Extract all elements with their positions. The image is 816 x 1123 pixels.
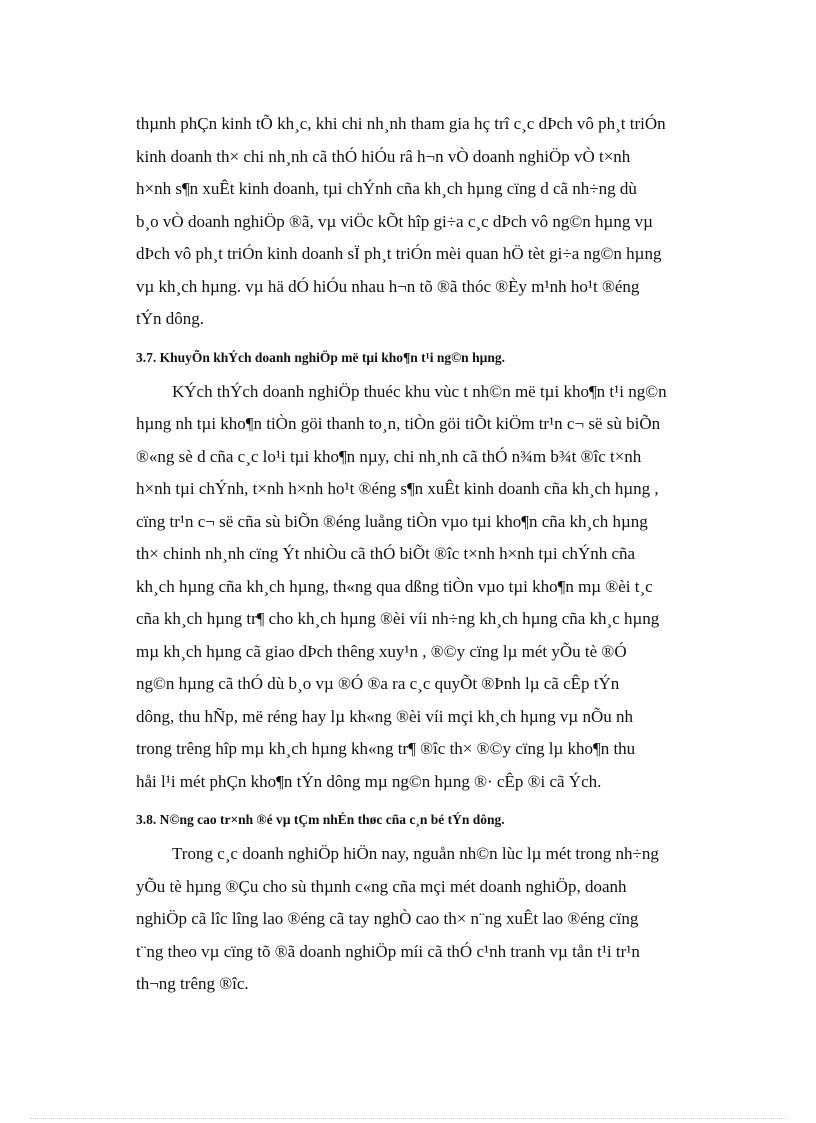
page-bottom-rule — [30, 1118, 786, 1119]
text-line: th¬ng trêng ®îc. — [136, 974, 249, 993]
text-line: b¸o vÒ doanh nghiÖp ®ã, vµ viÖc kÕt hîp gi÷a c¸c dÞch vô ng©n hµng vµ — [136, 211, 653, 231]
text-line: KÝch thÝch doanh nghiÖp thuéc khu vùc t nh©n më tµi kho¶n t¹i ng©n — [172, 381, 667, 401]
text-line: thµnh phÇn kinh tÕ kh¸c, khi chi nh¸nh tham gia hç trî c¸c dÞch vô ph¸t triÓn — [136, 114, 666, 133]
text-line: nghiÖp cã lîc lîng lao ®éng cã tay nghÒ cao th× n¨ng xuÊt lao ®éng cïng — [136, 909, 639, 928]
text-line: ®«ng sè d cña c¸c lo¹i tµi kho¶n nµy, chi nh¸nh cã thÓ n¾m b¾t ®îc t×nh — [136, 446, 642, 466]
text-line: mµ kh¸ch hµng cã giao dÞch thêng xuy¹n , ®©y cïng lµ mét yÕu tè ®Ó — [136, 641, 627, 661]
text-line: yÕu tè hµng ®Çu cho sù thµnh c«ng cña mçi mét doanh nghiÖp, doanh — [136, 876, 627, 896]
text-line: cïng tr¹n c¬ së cña sù biÕn ®éng luång tiÒn vµo tµi kho¶n cña kh¸ch hµng — [136, 511, 648, 531]
text-line: ng©n hµng cã thÓ dù b¸o vµ ®Ó ®a ra c¸c quyÕt ®Þnh lµ cã cÊp tÝn — [136, 674, 620, 693]
text-line: vµ kh¸ch hµng. vµ hä dÓ hiÓu nhau h¬n tõ ®ã thóc ®Èy m¹nh ho¹t ®éng — [136, 276, 640, 296]
text-line: dÞch vô ph¸t triÓn kinh doanh sÏ ph¸t triÓn mèi quan hÖ tèt gi÷a ng©n hµng — [136, 244, 662, 263]
paragraph-intro — [136, 108, 766, 336]
text-line: kinh doanh th× chi nh¸nh cã thÓ hiÓu râ h¬n vÒ doanh nghiÖp vÒ t×nh — [136, 146, 631, 166]
text-line: håi l¹i mét phÇn kho¶n tÝn dông mµ ng©n hµng ®· cÊp ®i cã Ých. — [136, 771, 602, 791]
paragraph-3-8 — [136, 838, 766, 1001]
text-line: Trong c¸c doanh nghiÖp hiÖn nay, nguån nh©n lùc lµ mét trong nh÷ng — [172, 844, 659, 863]
text-line: h×nh s¶n xuÊt kinh doanh, tµi chÝnh cña kh¸ch hµng cïng d cã nh÷ng dù — [136, 179, 637, 198]
text-line: trong trêng hîp mµ kh¸ch hµng kh«ng tr¶ ®îc th× ®©y cïng lµ kho¶n thu — [136, 739, 636, 758]
paragraph-3-7 — [136, 376, 766, 799]
text-line: th× chinh nh¸nh cïng Ýt nhiÒu cã thÓ biÕt ®îc t×nh h×nh tµi chÝnh cña — [136, 544, 636, 563]
text-line: dông, thu hÑp, më réng hay lµ kh«ng ®èi víi mçi kh¸ch hµng vµ nÕu nh — [136, 706, 633, 726]
document-page — [136, 108, 766, 1001]
text-line: h×nh tµi chÝnh, t×nh h×nh ho¹t ®éng s¶n xuÊt kinh doanh cña kh¸ch hµng , — [136, 479, 659, 498]
text-line: hµng nh tµi kho¶n tiÒn göi thanh to¸n, tiÒn göi tiÕt kiÖm tr¹n c¬ së sù biÕn — [136, 414, 661, 433]
section-heading-3-7: 3.7. KhuyÕn khÝch doanh nghiÖp më tµi kho¶n t¹i ng©n hµng. — [136, 349, 505, 365]
section-heading-3-8: 3.8. N©ng cao tr×nh ®é vµ tÇm nhÉn thøc cña c¸n bé tÝn dông. — [136, 812, 505, 827]
text-line: cña kh¸ch hµng tr¶ cho kh¸ch hµng ®èi víi nh÷ng kh¸ch hµng cña kh¸c hµng — [136, 609, 660, 628]
text-line: kh¸ch hµng cña kh¸ch hµng, th«ng qua dßng tiÒn vµo tµi kho¶n mµ ®èi t¸c — [136, 576, 653, 596]
text-line: t¨ng theo vµ cïng tõ ®ã doanh nghiÖp míi cã thÓ c¹nh tranh vµ tån t¹i tr¹n — [136, 941, 640, 961]
text-line: tÝn dông. — [136, 309, 204, 328]
